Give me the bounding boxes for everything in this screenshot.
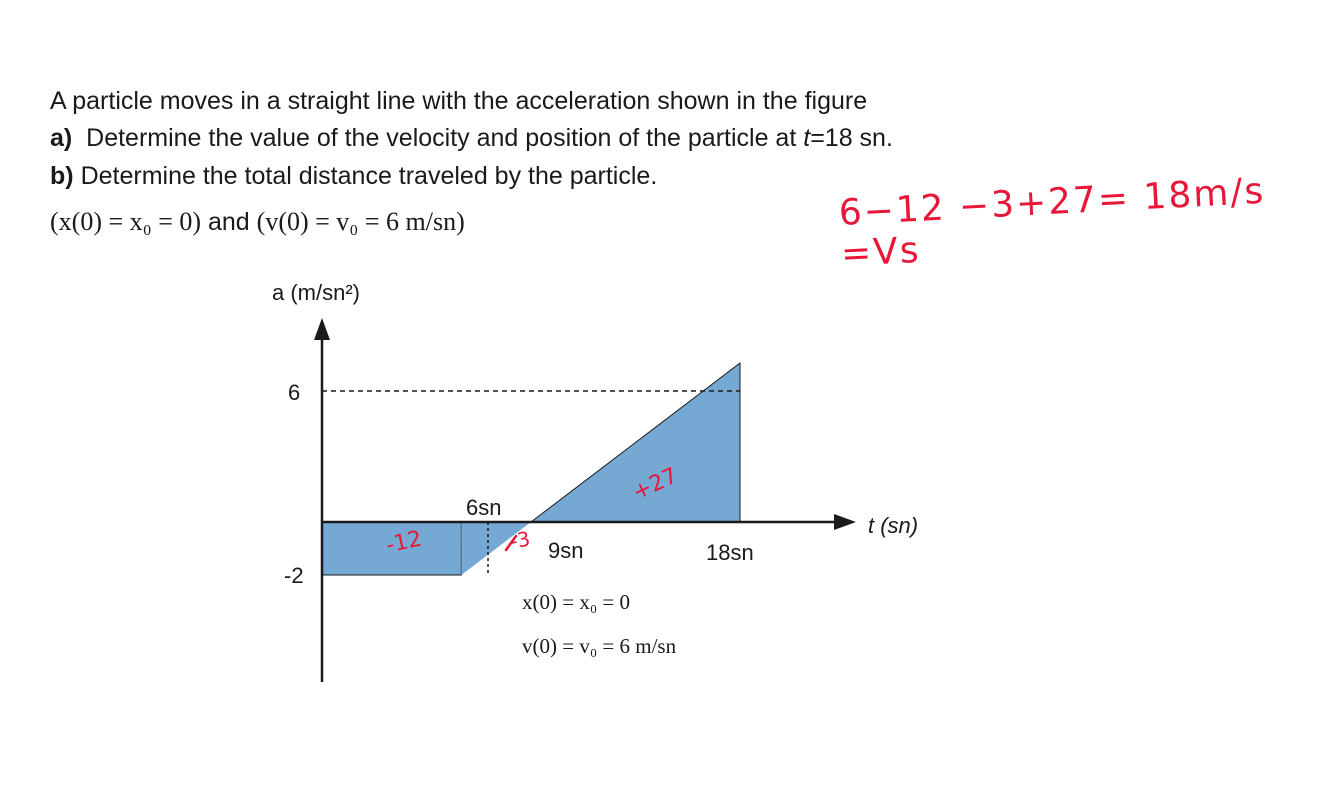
conditions-and: and xyxy=(207,208,250,236)
handwritten-area-3: +27 xyxy=(628,463,682,506)
tick-minus-2: -2 xyxy=(284,563,304,588)
label-9sn: 9sn xyxy=(548,538,584,563)
label-6sn: 6sn xyxy=(466,495,502,520)
handwritten-area-2: -3 xyxy=(508,526,532,554)
figure-condition-v: v(0) = v₀ = 6 m/sn xyxy=(522,634,677,658)
y-axis-label-text: a (m/sn²) xyxy=(272,280,360,305)
part-b-label: b) xyxy=(50,162,74,190)
x-axis-arrow-icon xyxy=(834,514,856,530)
part-a-end: =18 sn. xyxy=(810,124,893,152)
problem-intro: A particle moves in a straight line with the acceleration shown in the figure xyxy=(50,87,868,115)
part-a-label: a) xyxy=(50,124,73,152)
tick-6: 6 xyxy=(288,380,301,405)
x-axis-label xyxy=(868,513,918,539)
y-axis-arrow-icon xyxy=(314,318,330,340)
condition-x: (x(0) = x₀ = 0) xyxy=(50,207,202,236)
handwritten-area-1: -12 xyxy=(383,526,425,559)
part-b-text: Determine the total distance traveled by the particle. xyxy=(80,162,658,190)
condition-v: (v(0) = v₀ = 6 m/sn) xyxy=(256,207,465,236)
part-a-t: t xyxy=(803,124,811,152)
part-a-text: Determine the value of the velocity and position of the particle at xyxy=(86,124,797,152)
handwritten-velocity-sum: 6−12 −3+27= 18m/s =Vs xyxy=(837,170,1267,275)
y-axis-label xyxy=(272,280,360,306)
figure-condition-x: x(0) = x₀ = 0 xyxy=(522,590,630,614)
label-18sn: 18sn xyxy=(706,540,754,565)
x-axis-label-text: t (sn) xyxy=(868,513,919,538)
